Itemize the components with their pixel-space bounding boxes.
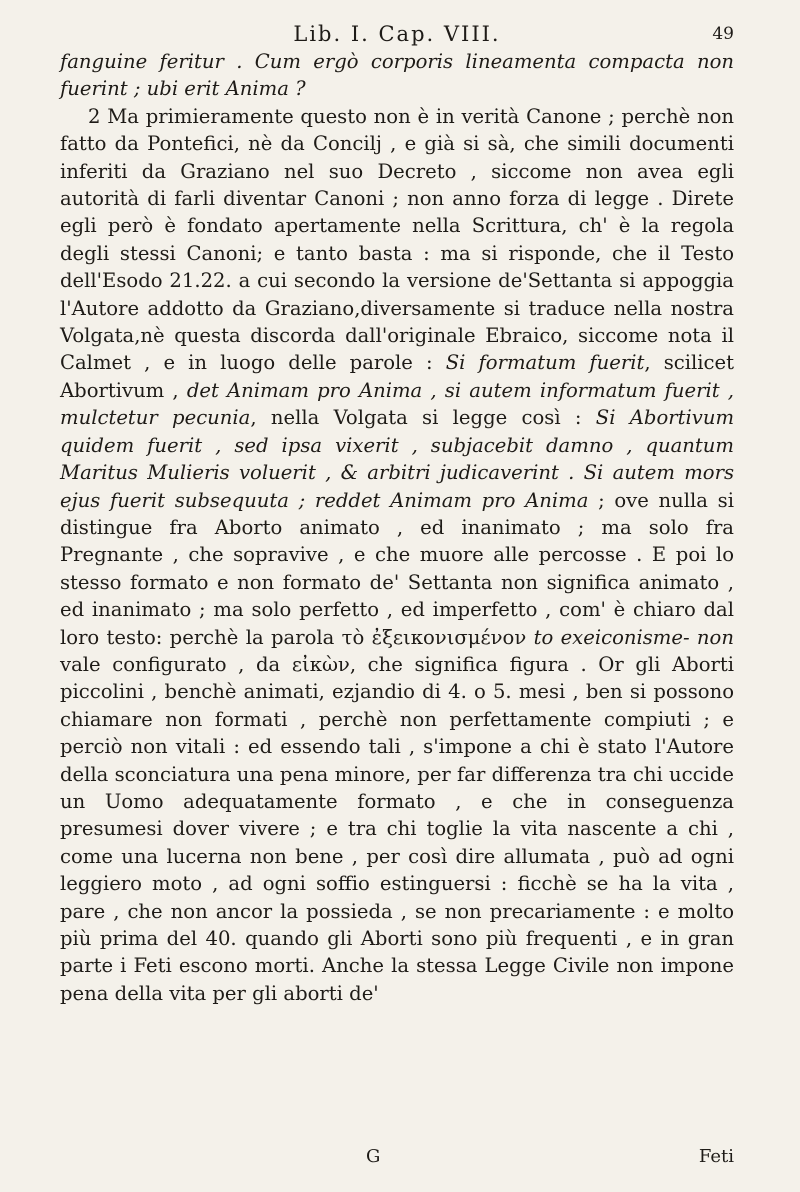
opening-latin: [60, 48, 734, 103]
running-head-title: Lib. I. Cap. VIII.: [293, 22, 501, 46]
paragraph-sentence-4: ; ove nulla si distingue fra Aborto animato , ed inanimato ; ma solo fra Pregnante , che sopravive , e che muore alle percosse . E poi lo stesso formato e non formato de' Settanta non significa animato , ed inanimato ; ma solo perfetto , ed imperfetto , com' è chiaro dal loro testo: perchè la parola: [60, 488, 734, 649]
greek-word: τὸ ἐξεικονισμένον: [341, 625, 527, 649]
latin-quote-2: det Animam pro Anima , si autem informatum fuerit , mulctetur pecunia: [60, 378, 734, 430]
latin-quote-1: Si formatum fuerit: [445, 351, 645, 375]
signature-mark: G: [366, 1146, 381, 1167]
paragraph-sentence-6: , che significa figura . Or gli Aborti piccolini , benchè animati, ezjandio di 4. o 5. mesi , ben si possono chiamare non formati , perchè non perfettamente compiuti ; e perciò non vitali : ed essendo tali , s'impone a chi è stato l'Autore della sconciatura una pena minore, per far differenza tra chi uccide un Uomo adequatamente formato , e che in conseguenza presumesi dover vivere ; e tra chi toglie la vita nascente a chi , come una lucerna non bene , per così dire allumata , può ad ogni leggiero moto , ad ogni soffio estinguersi : ficchè se ha la vita , pare , che non ancor la possieda , se non precariamente : e molto più prima del 40. quando gli Aborti sono più frequenti , e in gran parte i Feti escono morti. Anche la stessa Legge Civile non impone pena della vita per gli aborti de': [60, 652, 735, 1005]
paragraph-sentence-1: Ma primieramente questo non è in verità Canone ; perchè non fatto da Pontefici, nè da Concilj , e già si sà, che simili documenti inferiti da Graziano nel suo Decreto , siccome non avea egli autorità di farli diventar Canoni ; non anno forza di legge . Direte egli però è fondato apertamente nella Scrittura, ch' è la regola degli stessi Canoni; e tanto basta : ma si risponde, che il Testo dell'Esodo 21.22. a cui secondo la versione de'Settanta si appoggia l'Autore addotto da Graziano,diversamente si traduce nella nostra Volgata,nè questa discorda dall'originale Ebraico, siccome nota il Calmet , e in luogo delle parole :: [60, 104, 734, 375]
latin-quote-3: Si Abortivum quidem fuerit , sed ipsa vixerit , subjacebit damno , quantum Maritus Mulieris voluerit , & arbitri judicaverint . Si autem mors ejus fuerit subsequuta ; reddet Animam pro Anima: [60, 406, 735, 512]
paragraph-sentence-5: vale configurato , da: [60, 652, 281, 676]
paragraph-sentence-2: , scilicet Abortivum ,: [60, 351, 735, 402]
page-number: 49: [712, 24, 734, 44]
latin-transliteration: to exeiconisme- non: [533, 625, 734, 649]
opening-latin-text: fanguine feritur . Cum ergò corporis lineamenta compacta non fuerint ; ubi erit Anima ?: [60, 50, 734, 101]
paragraph-number: 2: [88, 104, 101, 128]
paragraph-2: [60, 103, 734, 1007]
body-text: [60, 48, 734, 1007]
running-head: [60, 22, 734, 48]
paragraph-sentence-3: , nella Volgata si legge così :: [250, 406, 582, 430]
catchword: Feti: [698, 1146, 734, 1167]
greek-word-2: εἰκὼν: [291, 652, 350, 676]
